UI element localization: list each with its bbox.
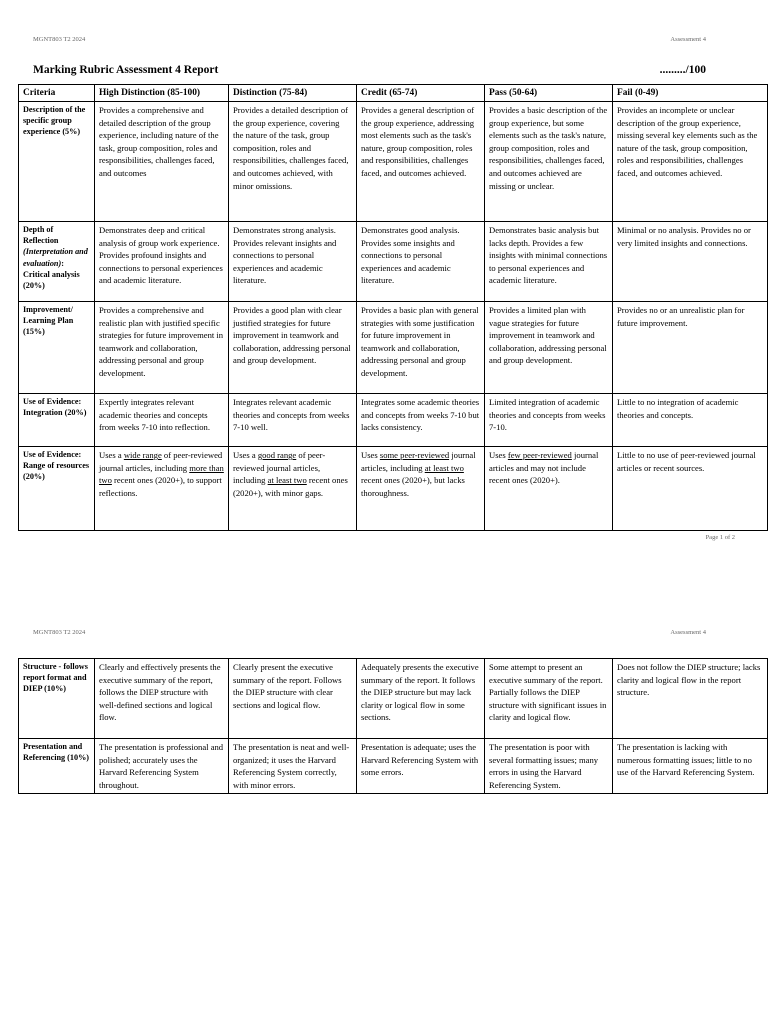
cell-credit: Demonstrates good analysis. Provides some insights and connections to personal experiences and academic literature.: [357, 222, 485, 302]
cell-high-distinction: [95, 447, 229, 531]
header-assessment: Assessment 4: [670, 629, 706, 636]
underlined-text: good range: [257, 450, 297, 460]
underlined-text: few peer-reviewed: [507, 450, 572, 460]
criterion-depth-of-reflection: [19, 222, 95, 302]
cell-pass: Some attempt to present an executive summary of the report. Partially follows the DIEP structure with significant issues in clarity and logical flow.: [485, 659, 613, 739]
cell-text: Uses a: [233, 450, 258, 460]
column-header-criteria: Criteria: [19, 85, 95, 102]
criterion-suffix: : Critical analysis (20%): [23, 258, 80, 291]
underlined-text: at least two: [424, 462, 464, 473]
cell-pass: Provides a basic description of the group experience, but some elements such as the task's nature, group composition, roles and responsibilities, challenges faced, and outcomes achieved are missing or unclear.: [485, 102, 613, 222]
criterion-label: Depth of Reflection: [23, 225, 59, 246]
underlined-text: wide range: [123, 450, 162, 460]
cell-distinction: Clearly present the executive summary of the report. Follows the DIEP structure with clear sections and logical flow.: [229, 659, 357, 739]
score-field: ........./100: [659, 64, 706, 76]
cell-text: recent ones (2020+), with minor gaps.: [233, 475, 348, 498]
cell-text: Uses: [489, 450, 508, 460]
rubric-table: [18, 84, 768, 531]
cell-pass: Demonstrates basic analysis but lacks depth. Provides a few insights with minimal connections to personal experiences and academic literature.: [485, 222, 613, 302]
cell-text: Uses a: [99, 450, 124, 460]
criterion-presentation-referencing: Presentation and Referencing (10%): [19, 739, 95, 794]
cell-text: of peer-reviewed journal articles, including: [99, 450, 223, 473]
cell-high-distinction: The presentation is professional and polished; accurately uses the Harvard Referencing System throughout.: [95, 739, 229, 794]
cell-text: journal articles, including: [361, 450, 476, 473]
criterion-description: Description of the specific group experience (5%): [19, 102, 95, 222]
cell-credit: Adequately presents the executive summary of the report. It follows the DIEP structure but may lack clarity or logical flow in some sections.: [357, 659, 485, 739]
table-row: [19, 394, 768, 447]
cell-high-distinction: Expertly integrates relevant academic theories and concepts from weeks 7-10 into reflection.: [95, 394, 229, 447]
cell-pass: Limited integration of academic theories and concepts from weeks 7-10.: [485, 394, 613, 447]
cell-fail: Does not follow the DIEP structure; lacks clarity and logical flow in the report structure.: [613, 659, 768, 739]
table-row: [19, 447, 768, 531]
cell-distinction: Provides a detailed description of the group experience, covering the nature of the task, group composition, roles and responsibilities, challenges faced, and outcomes achieved, with minor omissions.: [229, 102, 357, 222]
table-row: [19, 222, 768, 302]
cell-pass: Provides a limited plan with vague strategies for future improvement in teamwork and collaboration, addressing personal and group development.: [485, 302, 613, 394]
table-row: [19, 102, 768, 222]
cell-fail: Minimal or no analysis. Provides no or very limited insights and connections.: [613, 222, 768, 302]
cell-credit: Presentation is adequate; uses the Harvard Referencing System with some errors.: [357, 739, 485, 794]
column-header-credit: Credit (65-74): [357, 85, 485, 102]
column-header-fail: Fail (0-49): [613, 85, 768, 102]
column-header-distinction: Distinction (75-84): [229, 85, 357, 102]
table-header-row: [19, 85, 768, 102]
header-course-code: MGNT803 T2 2024: [33, 36, 86, 43]
cell-pass: [485, 447, 613, 531]
cell-text: journal articles and may not include recent ones (2020+).: [489, 450, 599, 486]
cell-distinction: Provides a good plan with clear justified strategies for future improvement in teamwork and collaboration, addressing personal and group development.: [229, 302, 357, 394]
cell-pass: The presentation is poor with several formatting issues; many errors in using the Harvard Referencing System.: [485, 739, 613, 794]
cell-high-distinction: Demonstrates deep and critical analysis of group work experience. Provides profound insights and connections to personal experiences and academic literature.: [95, 222, 229, 302]
cell-fail: The presentation is lacking with numerous formatting issues; little to no use of the Harvard Referencing System.: [613, 739, 768, 794]
cell-fail: Little to no use of peer-reviewed journal articles or recent sources.: [613, 447, 768, 531]
cell-credit: Integrates some academic theories and concepts from weeks 7-10 but lacks consistency.: [357, 394, 485, 447]
cell-credit: Provides a general description of the group experience, addressing most elements such as the task's nature, group composition, roles and responsibilities, challenges faced, and outcomes achieved.: [357, 102, 485, 222]
column-header-pass: Pass (50-64): [485, 85, 613, 102]
table-row: [19, 739, 768, 794]
cell-fail: Provides an incomplete or unclear description of the group experience, missing several key elements such as the nature of the task, group composition, roles and responsibilities, challenges faced, and outcomes achieved.: [613, 102, 768, 222]
cell-high-distinction: Provides a comprehensive and realistic plan with justified specific strategies for future improvement in teamwork and collaboration, addressing personal and group development.: [95, 302, 229, 394]
document-page-2: [0, 596, 768, 1024]
cell-text: of peer-reviewed journal articles, including: [233, 450, 326, 486]
cell-fail: Provides no or an unrealistic plan for future improvement.: [613, 302, 768, 394]
table-row: [19, 659, 768, 739]
cell-text: recent ones (2020+), but lacks thoroughness.: [361, 475, 465, 498]
page-separator: [0, 556, 768, 596]
cell-credit: Provides a basic plan with general strategies with some justification for future improvement in teamwork and collaboration, addressing personal and group development.: [357, 302, 485, 394]
cell-distinction: Integrates relevant academic theories and concepts from weeks 7-10 well.: [229, 394, 357, 447]
underlined-text: some peer-reviewed: [379, 450, 450, 460]
cell-distinction: [229, 447, 357, 531]
criterion-evidence-integration: Use of Evidence: Integration (20%): [19, 394, 95, 447]
header-course-code: MGNT803 T2 2024: [33, 629, 86, 636]
rubric-table-continued: [18, 658, 768, 794]
column-header-high-distinction: High Distinction (85-100): [95, 85, 229, 102]
cell-distinction: The presentation is neat and well-organized; it uses the Harvard Referencing System correctly, with minor errors.: [229, 739, 357, 794]
criterion-italic-note: (Interpretation and evaluation): [23, 247, 88, 268]
cell-fail: Little to no integration of academic theories and concepts.: [613, 394, 768, 447]
cell-high-distinction: Clearly and effectively presents the executive summary of the report, follows the DIEP structure with well-defined sections and logical flow.: [95, 659, 229, 739]
criterion-structure: Structure - follows report format and DIEP (10%): [19, 659, 95, 739]
header-assessment: Assessment 4: [670, 36, 706, 43]
cell-credit: [357, 447, 485, 531]
underlined-text: at least two: [267, 475, 307, 486]
page-number: Page 1 of 2: [705, 534, 735, 541]
table-row: [19, 302, 768, 394]
cell-text: Uses: [361, 450, 380, 460]
criterion-evidence-range: Use of Evidence: Range of resources (20%): [19, 447, 95, 531]
criterion-improvement-plan: Improvement/ Learning Plan (15%): [19, 302, 95, 394]
cell-high-distinction: Provides a comprehensive and detailed description of the group experience, including nature of the task, group composition, roles and responsibilities, challenges faced, and outcomes: [95, 102, 229, 222]
cell-distinction: Demonstrates strong analysis. Provides relevant insights and connections to personal experiences and academic literature.: [229, 222, 357, 302]
page-title: Marking Rubric Assessment 4 Report: [33, 64, 219, 76]
underlined-text: more than two: [99, 462, 224, 486]
cell-text: recent ones (2020+), to support reflections.: [99, 475, 222, 498]
